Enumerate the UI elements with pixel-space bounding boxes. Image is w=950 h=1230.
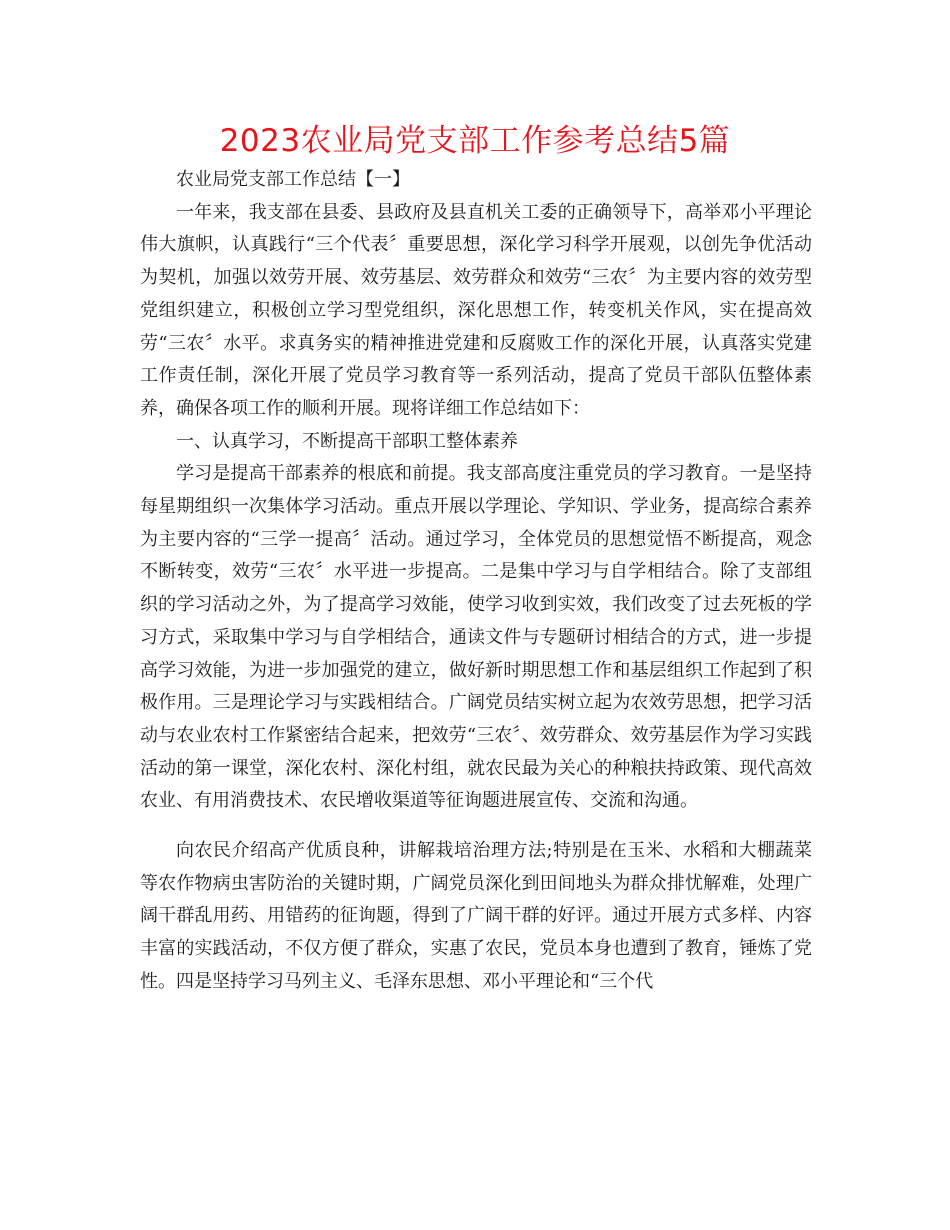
paragraph: 一年来，我支部在县委、县政府及县直机关工委的正确领导下，高举邓小平理论伟大旗帜，认真践行“三个代表〞重要思想，深化学习科学开展观，以创先争优活动为契机，加强以效劳开展、效劳基层、效劳群众和效劳“三农〞为主要内容的效劳型党组织建立，积极创立学习型党组织，深化思想工作，转变机关作风，实在提高效劳“三农〞水平。求真务实的精神推进党建和反腐败工作的深化开展，认真落实党建工作责任制，深化开展了党员学习教育等一系列活动，提高了党员干部队伍整体素养，确保各项工作的顺利开展。现将详细工作总结如下：	[140, 201, 812, 419]
document-body	[140, 164, 812, 999]
paragraph: 学习是提高干部素养的根底和前提。我支部高度注重党员的学习教育。一是坚持每星期组织一次集体学习活动。重点开展以学理论、学知识、学业务，提高综合素养为主要内容的“三学一提高〞活动。通过学习，全体党员的思想觉悟不断提高，观念不断转变，效劳“三农〞水平进一步提高。二是集中学习与自学相结合。除了支部组织的学习活动之外，为了提高学习效能，使学习收到实效，我们改变了过去死板的学习方式，采取集中学习与自学相结合，通读文件与专题研讨相结合的方式，进一步提高学习效能，为进一步加强党的建立，做好新时期思想工作和基层组织工作起到了积极作用。三是理论学习与实践相结合。广阔党员结实树立起为农效劳思想，把学习活动与农业农村工作紧密结合起来，把效劳“三农〞、效劳群众、效劳基层作为学习实践活动的第一课堂，深化农村、深化村组，就农民最为关心的种粮扶持政策、现代高效农业、有用消费技术、农民增收渠道等征询题进展宣传、交流和沟通。	[140, 463, 812, 812]
paragraph: 向农民介绍高产优质良种，讲解栽培治理方法;特别是在玉米、水稻和大棚蔬菜等农作物病虫害防治的关键时期，广阔党员深化到田间地头为群众排忧解难，处理广阔干群乱用药、用错药的征询题，得到了广阔干群的好评。通过开展方式多样、内容丰富的实践活动，不仅方便了群众，实惠了农民，党员本身也遭到了教育，锤炼了党性。四是坚持学习马列主义、毛泽东思想、邓小平理论和“三个代	[140, 840, 812, 992]
section-heading: 农业局党支部工作总结【一】	[176, 169, 410, 190]
section-heading: 一、认真学习，不断提高干部职工整体素养	[176, 430, 518, 452]
document-title: 2023农业局党支部工作参考总结5篇	[219, 123, 731, 159]
